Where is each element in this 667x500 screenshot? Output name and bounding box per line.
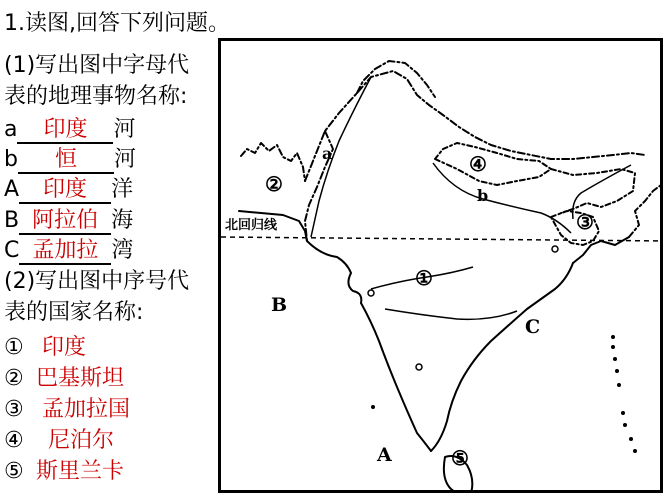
country-label-2: ② — [265, 172, 283, 196]
part2-heading-line2: 表的国家名称: — [4, 300, 144, 325]
answer-row-b — [4, 145, 136, 175]
part1-heading-line2: 表的地理事物名称: — [4, 84, 188, 109]
indus-river — [311, 77, 371, 237]
country-label-1: ① — [415, 266, 433, 290]
answer-blank: 印度 — [17, 118, 113, 144]
india-west-coast — [361, 303, 431, 451]
country-label-5: ⑤ — [451, 446, 469, 470]
godavari-river — [385, 309, 517, 319]
item-letter: B — [4, 208, 20, 233]
country-name: 孟加拉国 — [42, 397, 131, 422]
sea-label-B: B — [271, 294, 288, 316]
tropic-label: 北回归线 — [225, 218, 278, 233]
city-marker — [552, 246, 558, 252]
nepal-border — [435, 143, 551, 185]
country-label-3: ③ — [576, 210, 594, 234]
river-label-b: b — [477, 186, 489, 205]
item-suffix: 洋 — [111, 177, 134, 202]
south-asia-map — [218, 38, 663, 493]
country-name: 尼泊尔 — [48, 428, 115, 453]
india-east-coast — [431, 263, 573, 451]
item-letter: a — [4, 117, 18, 142]
east-border — [629, 185, 661, 237]
city-marker — [371, 405, 375, 409]
answer-number: ② — [4, 366, 24, 391]
country-name: 巴基斯坦 — [36, 366, 125, 391]
country-answer-1 — [4, 332, 86, 364]
item-suffix: 河 — [113, 147, 136, 172]
andaman-islands — [611, 335, 637, 453]
item-letter: b — [4, 147, 18, 172]
answer-row-a — [4, 115, 136, 145]
city-marker — [416, 364, 422, 370]
item-suffix: 海 — [111, 208, 134, 233]
answer-number: ① — [4, 335, 24, 360]
answer-number: ④ — [4, 428, 24, 453]
city-marker — [368, 290, 374, 296]
country-answer-4 — [4, 425, 114, 457]
country-label-4: ④ — [469, 152, 487, 176]
answer-row-A — [4, 175, 133, 205]
answer-number: ③ — [4, 397, 24, 422]
answer-row-C — [4, 236, 133, 266]
river-label-a: a — [322, 144, 333, 163]
answer-blank: 恒 — [18, 148, 114, 174]
sea-label-A: A — [377, 444, 392, 466]
answer-number: ⑤ — [4, 459, 24, 484]
country-answer-2 — [4, 363, 124, 395]
item-suffix: 湾 — [111, 238, 134, 263]
country-name: 印度 — [42, 335, 87, 360]
country-answer-3 — [4, 394, 130, 426]
answer-blank: 印度 — [19, 178, 111, 204]
map-drawing — [221, 41, 663, 493]
answer-row-B — [4, 206, 133, 236]
part2-heading-line1: (2)写出图中序号代 — [4, 269, 190, 294]
country-name: 斯里兰卡 — [36, 459, 125, 484]
question-title: 1.读图,回答下列问题。 — [4, 11, 230, 36]
answer-blank: 孟加拉 — [19, 239, 111, 265]
ganges-river — [433, 163, 571, 233]
answer-blank: 阿拉伯 — [19, 209, 111, 235]
item-letter: C — [4, 238, 20, 263]
country-answer-5 — [4, 456, 124, 488]
part1-heading-line1: (1)写出图中字母代 — [4, 53, 190, 78]
gujarat-coast — [307, 241, 361, 303]
item-suffix: 河 — [113, 117, 136, 142]
sea-label-C: C — [525, 316, 541, 338]
tropic-of-cancer-line — [221, 237, 663, 241]
northeast-india — [551, 169, 635, 213]
item-letter: A — [4, 177, 20, 202]
